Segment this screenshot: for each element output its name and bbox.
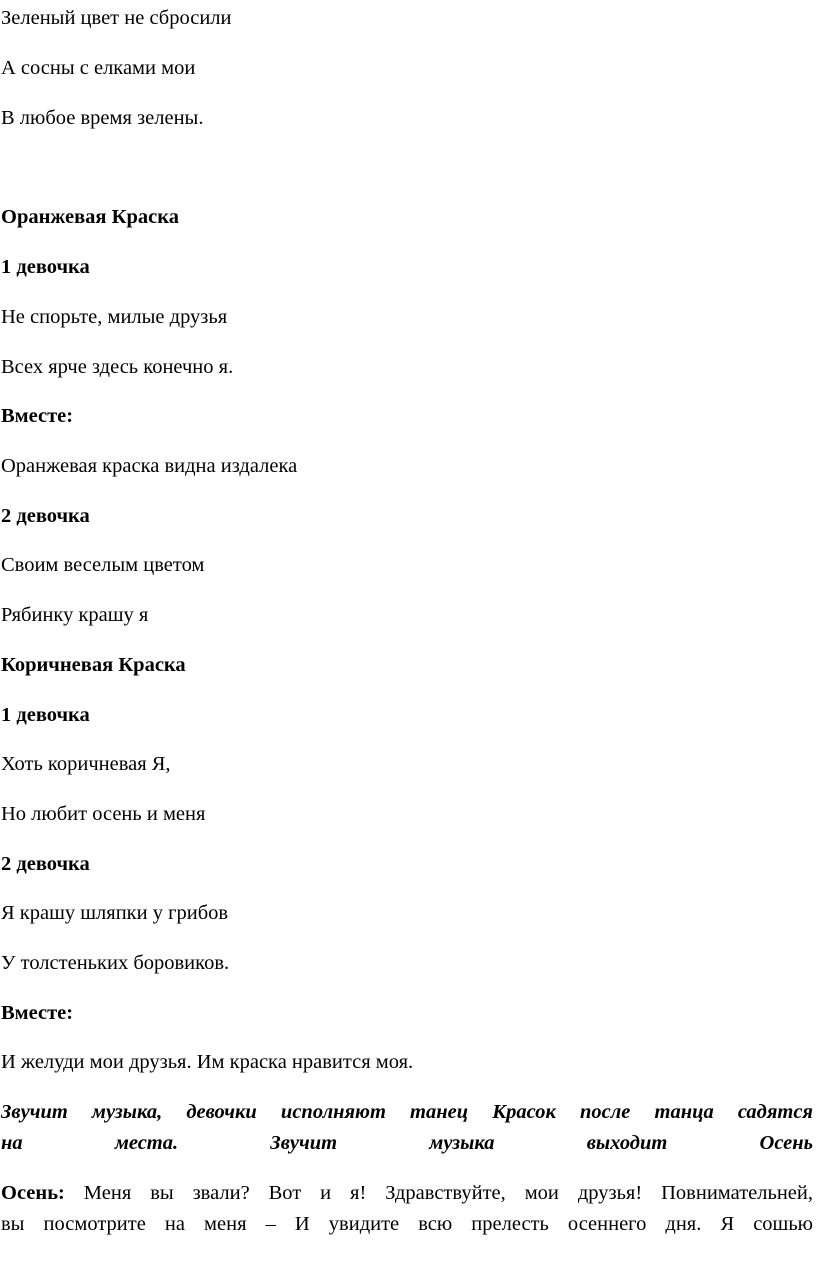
- verse-line: Своим веселым цветом: [1, 554, 205, 576]
- verse-line: Я крашу шляпки у грибов: [1, 902, 229, 924]
- speaker-label: 2 девочка: [1, 505, 90, 527]
- verse-line: В любое время зелены.: [1, 107, 204, 129]
- verse-line: Рябинку крашу я: [1, 604, 149, 626]
- speech-line: вы посмотрите на меня – И увидите всю прелесть осеннего дня. Я сошью: [1, 1213, 813, 1235]
- stage-direction-line: на места. Звучит музыка выходит Осень: [1, 1132, 813, 1154]
- speech-paragraph: [1, 1178, 813, 1240]
- verse-line: У толстеньких боровиков.: [1, 952, 230, 974]
- section-heading: Коричневая Краска: [1, 654, 186, 676]
- speaker-label: Вместе:: [1, 405, 74, 427]
- verse-line: Не спорьте, милые друзья: [1, 306, 228, 328]
- section-heading: Оранжевая Краска: [1, 206, 180, 228]
- verse-line: А сосны с елками мои: [1, 57, 196, 79]
- verse-line: Оранжевая краска видна издалека: [1, 455, 298, 477]
- verse-line: Всех ярче здесь конечно я.: [1, 356, 234, 378]
- speech-line: [1, 1178, 813, 1209]
- verse-line: Но любит осень и меня: [1, 803, 206, 825]
- speaker-label: 2 девочка: [1, 853, 90, 875]
- verse-line: Зеленый цвет не сбросили: [1, 7, 232, 29]
- verse-line: Хоть коричневая Я,: [1, 753, 171, 775]
- speaker-label: 1 девочка: [1, 256, 90, 278]
- stage-direction-line: Звучит музыка, девочки исполняют танец Красок после танца садятся: [1, 1101, 813, 1123]
- speech-text: Меня вы звали? Вот и я! Здравствуйте, мои друзья! Повнимательней,: [64, 1182, 813, 1204]
- speaker-name: Осень:: [1, 1182, 65, 1204]
- stage-direction: [1, 1097, 813, 1159]
- speaker-label: 1 девочка: [1, 704, 90, 726]
- verse-line: И желуди мои друзья. Им краска нравится моя.: [1, 1051, 414, 1073]
- speaker-label: Вместе:: [1, 1002, 74, 1024]
